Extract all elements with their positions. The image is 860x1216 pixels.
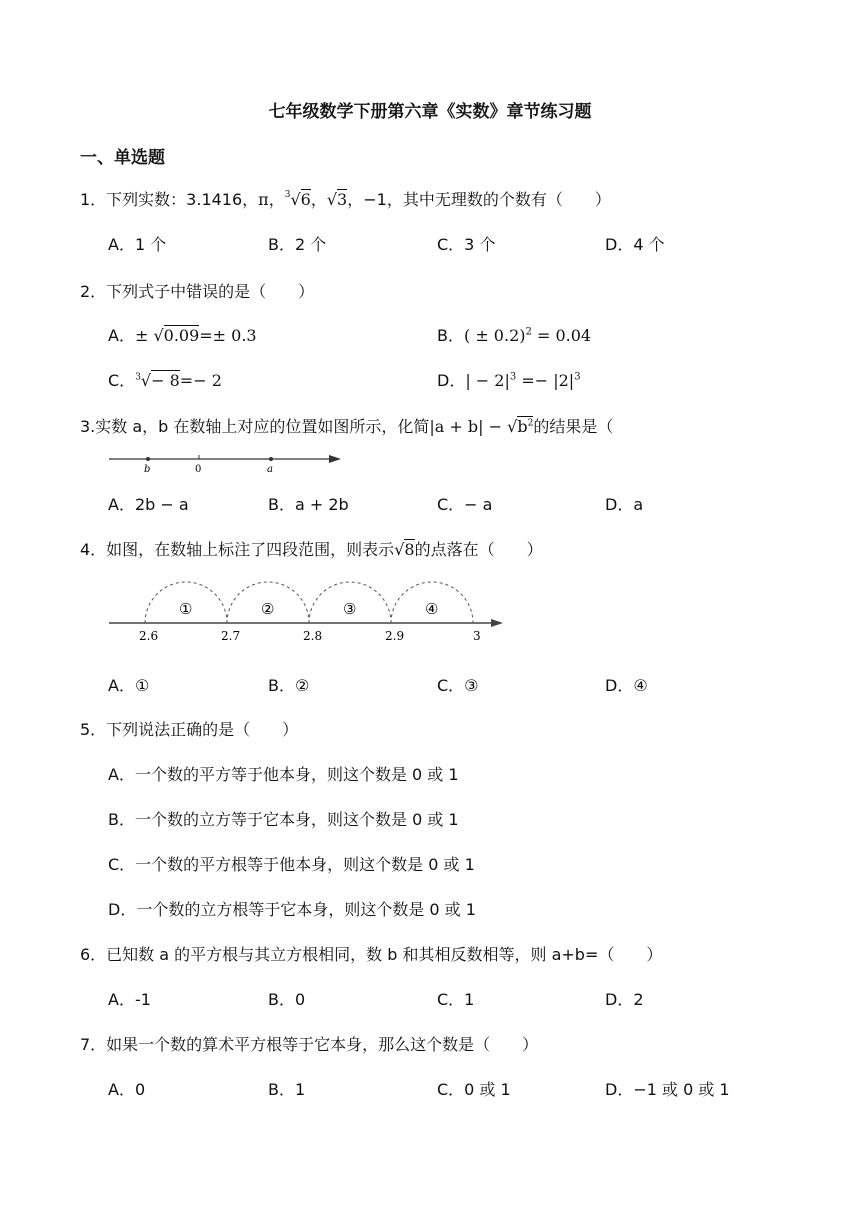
question-2-stem: 2．下列式子中错误的是（ ） — [80, 282, 315, 301]
question-7-stem: 7．如果一个数的算术平方根等于它本身，那么这个数是（ ） — [80, 1035, 539, 1054]
question-4-stem: 4．如图，在数轴上标注了四段范围，则表示√8的点落在（ ） — [80, 540, 543, 559]
q4-option-b[interactable]: B．② — [268, 676, 310, 695]
q3-label-a: a — [267, 464, 273, 475]
question-6-stem: 6．已知数 a 的平方根与其立方根相同，数 b 和其相反数相等，则 a+b=（ ） — [80, 945, 663, 964]
cube-root-index: 3 — [284, 189, 291, 200]
question-4-text-b: 的点落在（ ） — [414, 540, 543, 559]
q4-segment-2: ② — [261, 600, 275, 618]
q3-point-a — [269, 457, 273, 461]
q2-option-d[interactable] — [437, 368, 581, 391]
q2-c-radicand: − 8 — [151, 371, 180, 390]
q7-option-b[interactable]: B．1 — [268, 1080, 306, 1099]
q3-option-c[interactable]: C．− a — [437, 495, 493, 514]
q6-option-a[interactable]: A．-1 — [108, 990, 151, 1009]
q6-option-b[interactable]: B．0 — [268, 990, 306, 1009]
question-1-stem: 1．下列实数：3.1416，π，$^3$√6，√3，−1，其中无理数的个数有（ ） — [80, 189, 611, 209]
q5-option-b[interactable]: B．一个数的立方等于它本身，则这个数是 0 或 1 — [108, 810, 459, 829]
q3-axis-arrow — [329, 455, 341, 463]
q2-d-label: D． — [437, 371, 466, 390]
q2-d-expr: | − 2| — [465, 371, 510, 390]
q4-tick-2-8: 2.8 — [303, 629, 323, 643]
q4-option-a[interactable]: A．① — [108, 676, 150, 695]
q2-d-exp2: 3 — [574, 371, 581, 383]
q4-segment-1: ① — [179, 600, 193, 618]
number-line-q4 — [105, 578, 505, 648]
q3-option-d[interactable]: D．a — [605, 495, 644, 514]
q2-b-exp: 2 — [525, 326, 532, 338]
question-3-text-a: 3.实数 a，b 在数轴上对应的位置如图所示，化简 — [80, 417, 430, 436]
cube-root-6: $^3$√6 — [284, 189, 311, 209]
pi-symbol: π — [258, 190, 269, 209]
q3-radicand-exp: 2 — [527, 418, 534, 429]
q7-option-c[interactable]: C．0 或 1 — [437, 1080, 511, 1099]
q4-option-c[interactable]: C．③ — [437, 676, 479, 695]
q4-radicand: 8 — [404, 540, 415, 559]
q2-b-label: B． — [437, 326, 464, 345]
q3-label-b: b — [144, 464, 151, 475]
q4-segment-3: ③ — [343, 600, 357, 618]
q2-c-label: C． — [108, 371, 136, 390]
q2-c-tail: =− 2 — [179, 371, 222, 390]
sqrt-radicand: 3 — [337, 190, 348, 209]
q2-b-expr: ( ± 0.2) — [463, 326, 526, 345]
q2-d-exp: 3 — [509, 371, 517, 383]
q2-c-index: 3 — [135, 372, 141, 383]
number-line-q3 — [105, 448, 345, 476]
question-5-stem: 5．下列说法正确的是（ ） — [80, 720, 299, 739]
q2-a-radicand: 0.09 — [163, 326, 200, 345]
question-1-text-b: ，−1，其中无理数的个数有（ ） — [347, 190, 611, 209]
q3-expr: |a + b| − — [429, 417, 503, 436]
q2-option-b[interactable] — [437, 323, 591, 346]
question-3-text-b: 的结果是（ — [533, 417, 614, 436]
q4-option-d[interactable]: D．④ — [605, 676, 648, 695]
cube-root-radicand: 6 — [300, 190, 311, 209]
q1-option-d[interactable]: D．4 个 — [605, 235, 665, 254]
q2-d-mid: =− |2| — [516, 371, 575, 390]
question-4-text-a: 4．如图，在数轴上标注了四段范围，则表示 — [80, 540, 395, 559]
q4-tick-2-6: 2.6 — [139, 629, 159, 643]
q4-tick-2-7: 2.7 — [221, 629, 241, 643]
q3-label-zero: 0 — [195, 464, 202, 475]
q4-tick-3: 3 — [473, 629, 481, 643]
q1-option-c[interactable]: C．3 个 — [437, 235, 496, 254]
q1-option-b[interactable]: B．2 个 — [268, 235, 327, 254]
q5-option-d[interactable]: D．一个数的立方根等于它本身，则这个数是 0 或 1 — [108, 900, 476, 919]
q2-option-a[interactable]: A．± √0.09=± 0.3 — [108, 326, 257, 345]
q3-point-b — [146, 457, 150, 461]
q3-option-a[interactable]: A．2b − a — [108, 495, 189, 514]
q4-axis-arrow — [491, 619, 503, 627]
q4-segment-4: ④ — [425, 600, 439, 618]
page-title: 七年级数学下册第六章《实数》章节练习题 — [268, 102, 592, 122]
q5-option-a[interactable]: A．一个数的平方等于他本身，则这个数是 0 或 1 — [108, 765, 459, 784]
q1-option-a[interactable]: A．1 个 — [108, 235, 167, 254]
sqrt-3: √3 — [326, 190, 348, 209]
q3-radicand: b — [517, 417, 528, 436]
q7-option-a[interactable]: A．0 — [108, 1080, 146, 1099]
q6-option-c[interactable]: C．1 — [437, 990, 475, 1009]
q5-option-c[interactable]: C．一个数的平方根等于他本身，则这个数是 0 或 1 — [108, 855, 475, 874]
q6-option-d[interactable]: D．2 — [605, 990, 644, 1009]
section-heading: 一、单选题 — [80, 148, 165, 168]
q7-option-d[interactable]: D．−1 或 0 或 1 — [605, 1080, 730, 1099]
q4-tick-2-9: 2.9 — [385, 629, 405, 643]
q2-a-label: A． — [108, 326, 135, 345]
q2-b-tail: = 0.04 — [531, 326, 592, 345]
question-3-stem: 3.实数 a，b 在数轴上对应的位置如图所示，化简$|a + b| - √b^2$的结果是（ — [80, 417, 614, 436]
q2-a-tail: =± 0.3 — [199, 326, 257, 345]
q2-a-pm: ± — [134, 326, 149, 345]
q2-option-c[interactable]: C．$^3$√− 8=− 2 — [108, 371, 222, 390]
question-1-text-a: 1．下列实数：3.1416， — [80, 190, 259, 209]
q3-option-b[interactable]: B．a + 2b — [268, 495, 349, 514]
